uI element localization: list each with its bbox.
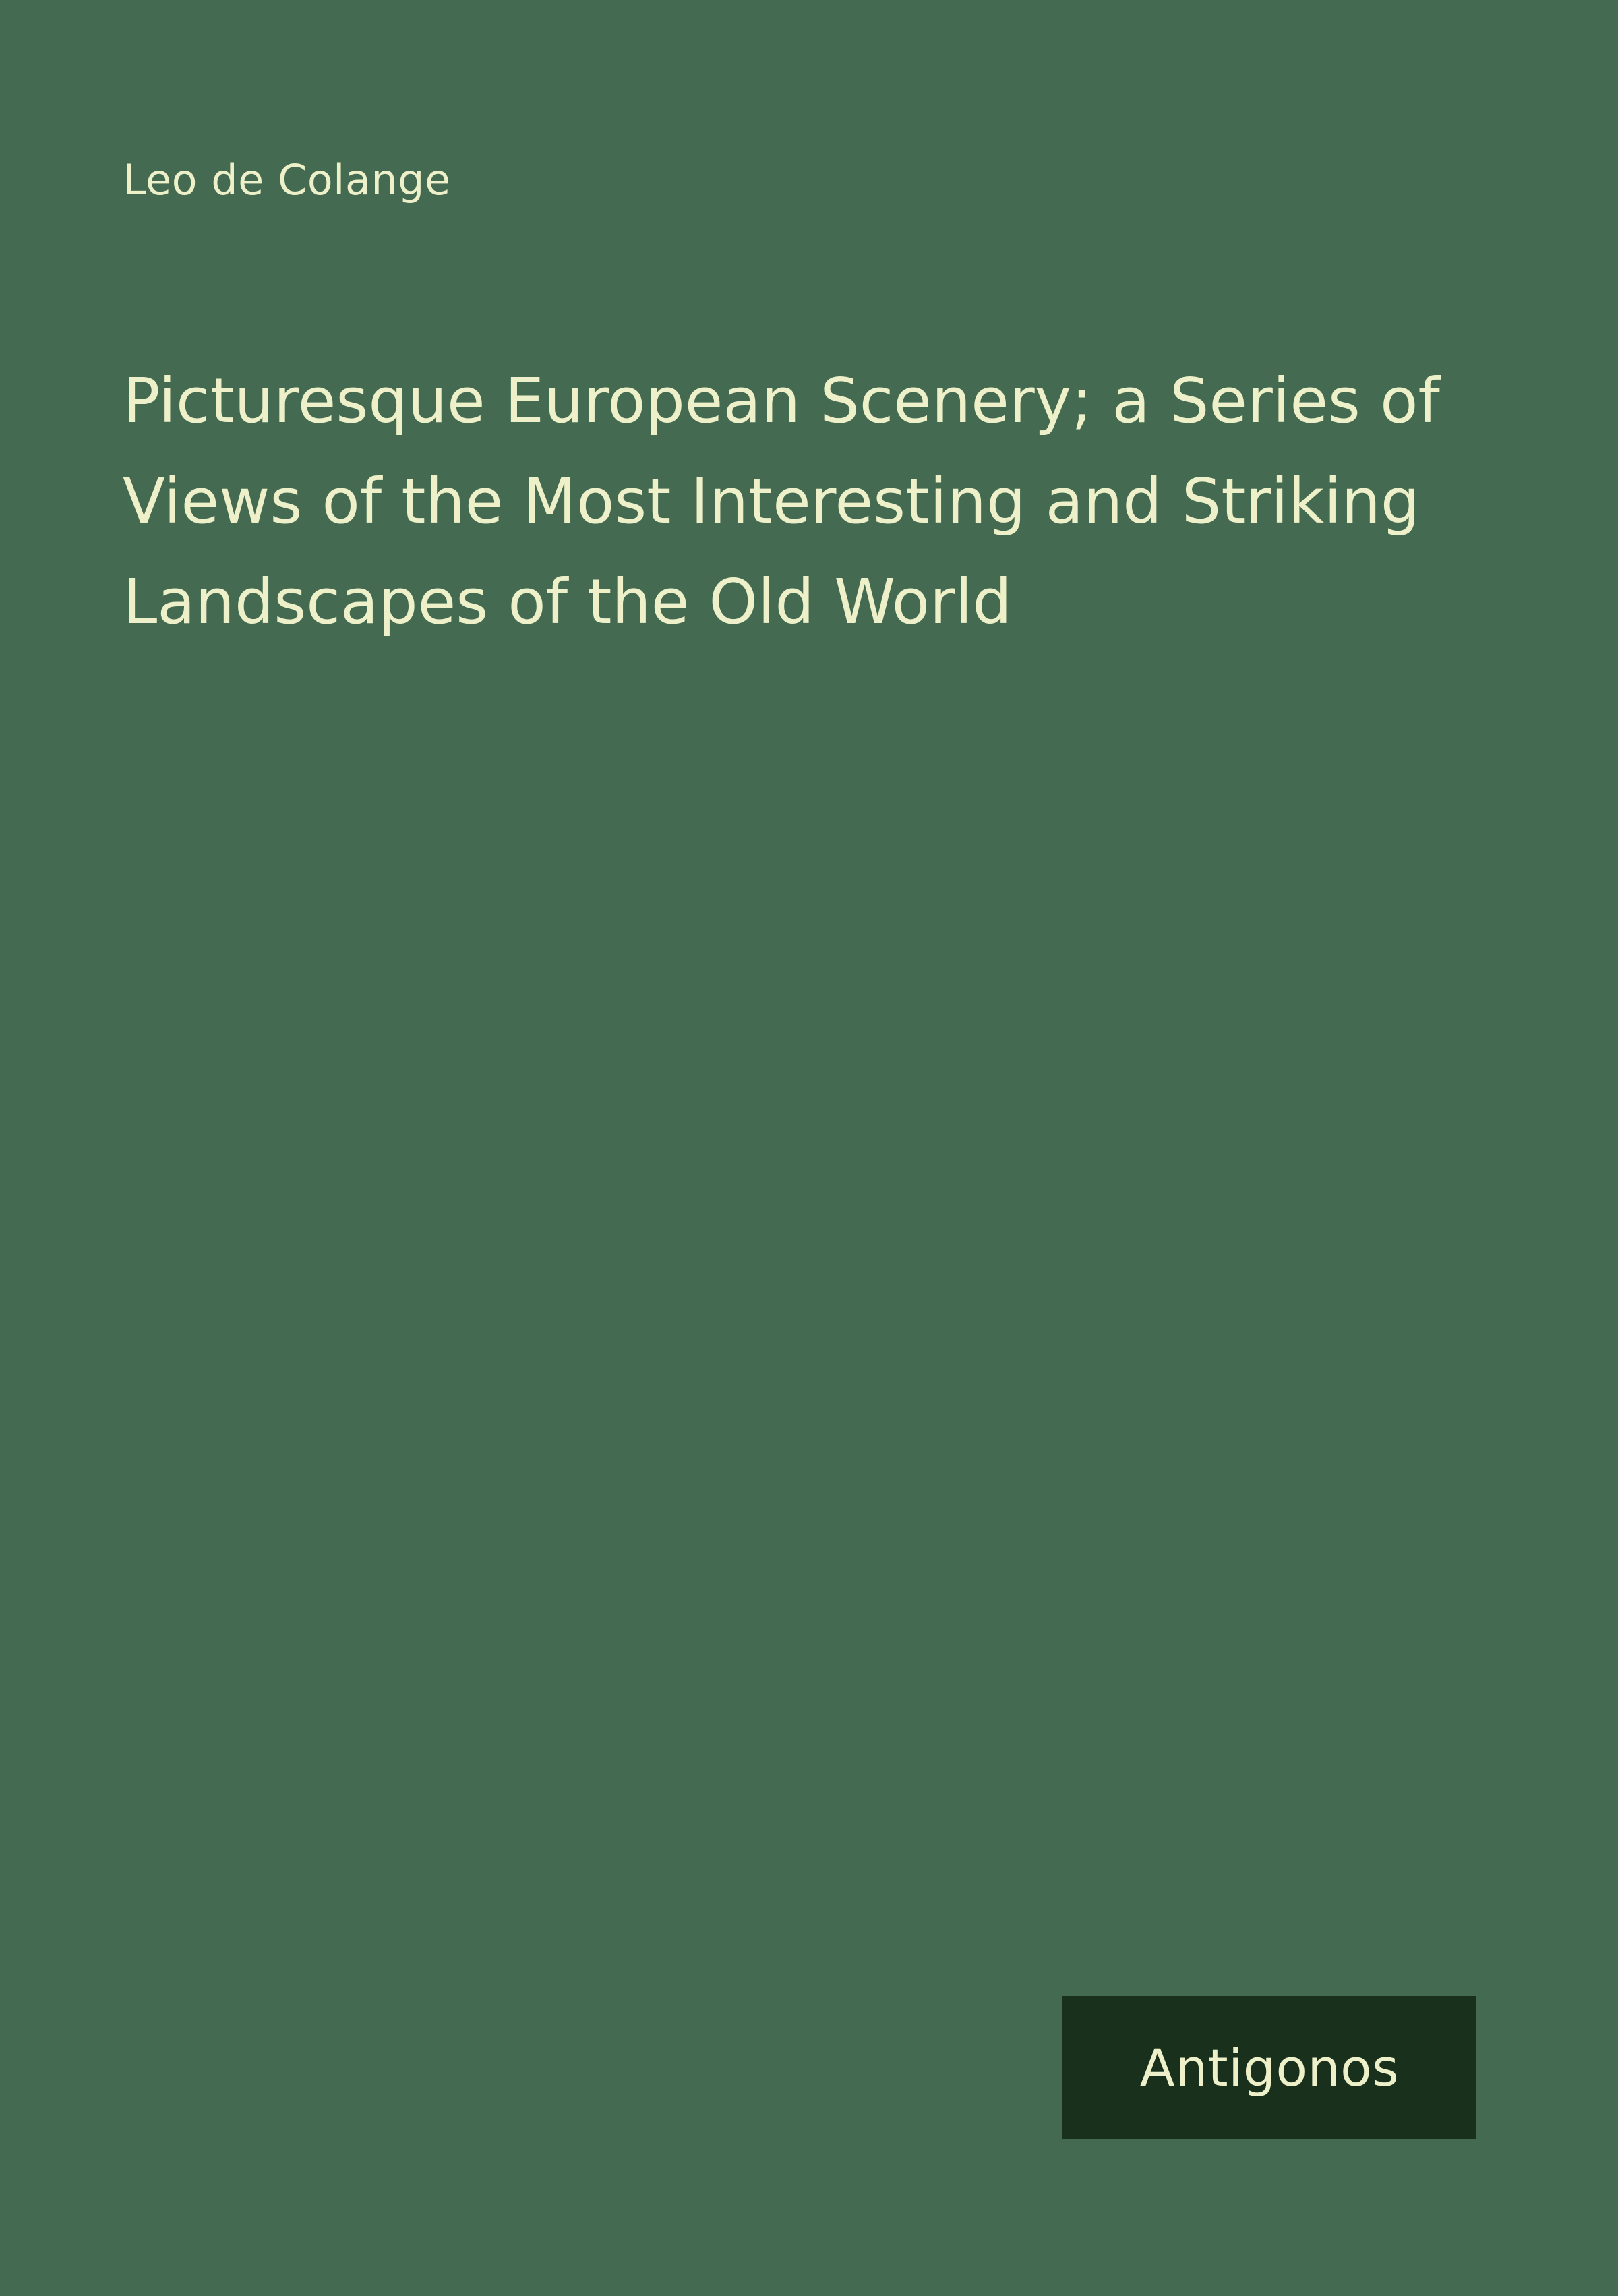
publisher-badge bbox=[1062, 1996, 1476, 2139]
publisher-name: Antigonos bbox=[1139, 2037, 1400, 2098]
book-title: Picturesque European Scenery; a Series of Views of the Most Interesting and Striking Landscapes of the Old World bbox=[123, 365, 1440, 639]
author-name: Leo de Colange bbox=[123, 155, 451, 204]
